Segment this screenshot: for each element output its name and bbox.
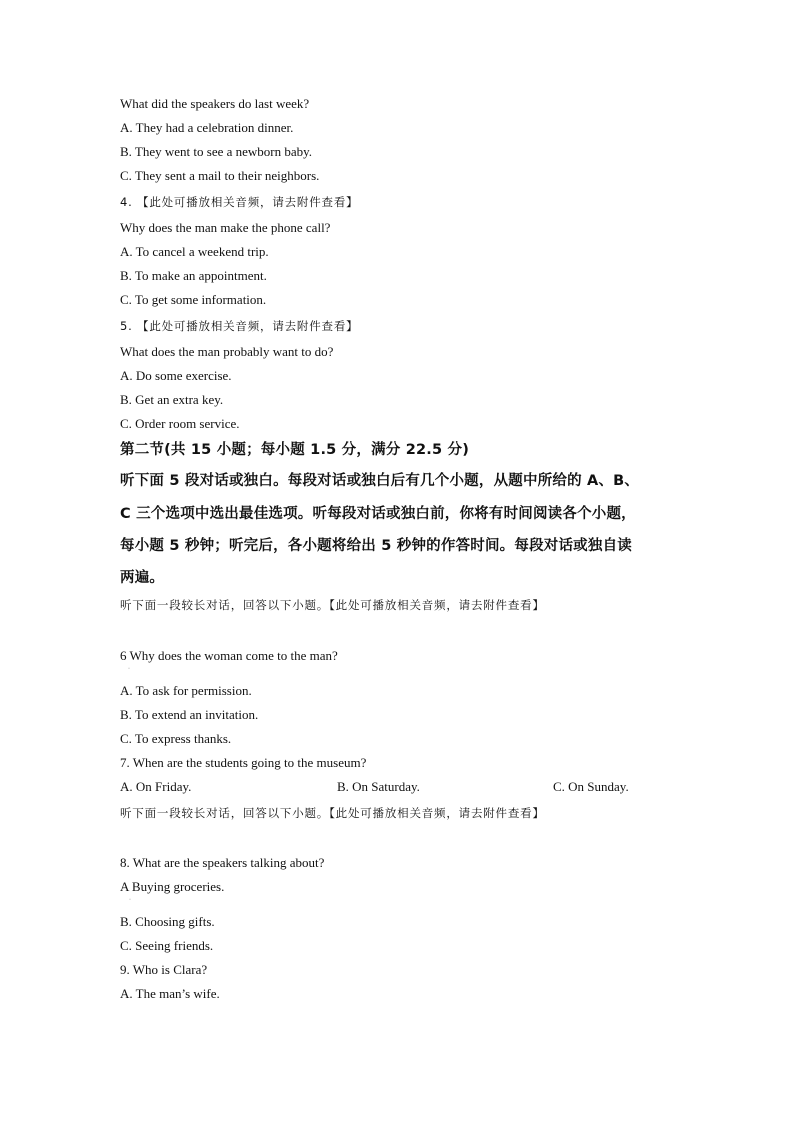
section2-instruction-line-4: 两遍。	[120, 570, 165, 586]
q6-dot-mark: ·	[128, 666, 130, 672]
q5-question: What does the man probably want to do?	[120, 344, 334, 359]
dialog2-intro: 听下面一段较长对话，回答以下小题。【此处可播放相关音频，请去附件查看】	[120, 806, 545, 820]
section2-heading: 第二节(共 15 小题；每小题 1.5 分，满分 22.5 分)	[120, 442, 470, 458]
q5-option-b: B. Get an extra key.	[120, 392, 224, 407]
q7-question: 7. When are the students going to the museum?	[120, 755, 367, 770]
q3-option-c: C. They sent a mail to their neighbors.	[120, 168, 320, 183]
q6-question: 6 Why does the woman come to the man?	[120, 648, 338, 663]
q5-audio-placeholder: 5. 【此处可播放相关音频，请去附件查看】	[120, 319, 359, 333]
q4-question: Why does the man make the phone call?	[120, 220, 331, 235]
q8-option-c: C. Seeing friends.	[120, 938, 214, 953]
q6-option-a: A. To ask for permission.	[120, 683, 252, 698]
section2-instruction-line-2: C 三个选项中选出最佳选项。听每段对话或独白前，你将有时间阅读各个小题，	[120, 506, 636, 522]
q7-option-b: B. On Saturday.	[337, 779, 420, 794]
q5-option-a: A. Do some exercise.	[120, 368, 232, 383]
q7-option-c: C. On Sunday.	[553, 779, 629, 794]
q6-option-c: C. To express thanks.	[120, 731, 232, 746]
q4-option-b: B. To make an appointment.	[120, 268, 267, 283]
q3-option-b: B. They went to see a newborn baby.	[120, 144, 313, 159]
q4-audio-placeholder: 4. 【此处可播放相关音频，请去附件查看】	[120, 195, 359, 209]
q5-option-c: C. Order room service.	[120, 416, 240, 431]
section2-instruction-line-1: 听下面 5 段对话或独白。每段对话或独白后有几个小题，从题中所给的 A、B、	[120, 473, 640, 489]
section2-instruction-line-3: 每小题 5 秒钟；听完后，各小题将给出 5 秒钟的作答时间。每段对话或独自读	[120, 538, 632, 554]
q3-question: What did the speakers do last week?	[120, 96, 310, 111]
q6-option-b: B. To extend an invitation.	[120, 707, 259, 722]
dialog1-intro: 听下面一段较长对话，回答以下小题。【此处可播放相关音频，请去附件查看】	[120, 598, 545, 612]
q4-option-a: A. To cancel a weekend trip.	[120, 244, 269, 259]
q8-question: 8. What are the speakers talking about?	[120, 855, 325, 870]
q9-option-a: A. The man’s wife.	[120, 986, 220, 1001]
q7-option-a: A. On Friday.	[120, 779, 192, 794]
q3-option-a: A. They had a celebration dinner.	[120, 120, 294, 135]
q8-option-a: A Buying groceries.	[120, 879, 225, 894]
q9-question: 9. Who is Clara?	[120, 962, 208, 977]
q8-dot-mark: ·	[129, 897, 131, 903]
q4-option-c: C. To get some information.	[120, 292, 267, 307]
q8-option-b: B. Choosing gifts.	[120, 914, 215, 929]
